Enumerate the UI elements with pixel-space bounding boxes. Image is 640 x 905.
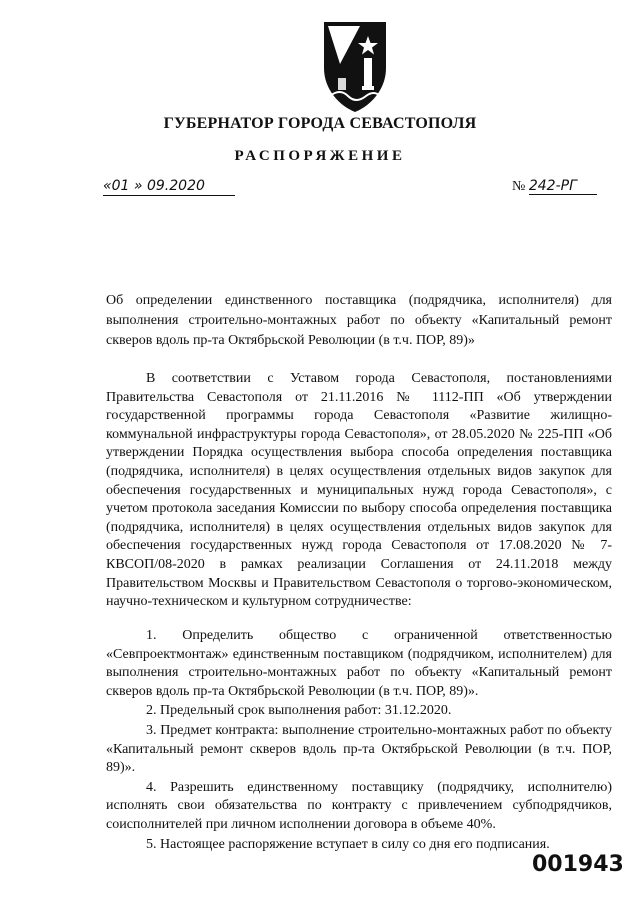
list-item: 2. Предельный срок выполнения работ: 31.12.2020.: [146, 703, 452, 719]
document-type: РАСПОРЯЖЕНИЕ: [234, 148, 406, 164]
ordered-items: [106, 627, 612, 854]
number-value: 242-РГ: [529, 178, 597, 195]
subject-paragraph: Об определении единственного поставщика (подрядчика, исполнителя) для выполнения строительно-монтажных работ по объекту «Капитальный ремонт скверов вдоль пр-та Октябрьской Революции (в т.ч. ПОР, 89)»: [106, 293, 612, 348]
document-date: «01 » 09.2020: [103, 178, 235, 196]
serial-number: 001943: [532, 852, 624, 877]
preamble-paragraph: В соответствии с Уставом города Севастополя, постановлениями Правительства Севастополя от 21.11.2016 № 1112-ПП «Об утверждении государственной программы города Севастополя «Развитие жилищно-коммунальной инфраструктуры города Севастополя», от 28.05.2020 № 225-ПП «Об утверждении Порядка осуществления выбора способа определения поставщика (подрядчика, исполнителя) в целях осуществления отдельных видов закупок для обеспечения государственных и муниципальных нужд города Севастополя», с учетом протокола заседания Комиссии по выбору способа определения поставщика (подрядчика, исполнителя) в целях осуществления отдельных видов закупок для обеспечения государственных нужд города Севастополя от 17.08.2020 № 7-КВСОП/08-2020 в рамках реализации Соглашения от 24.11.2018 между Правительством Москвы и Правительством Севастополя о торгово-экономическом, научно-техническом и культурном сотрудничестве:: [106, 371, 612, 610]
coat-of-arms-icon: [320, 18, 390, 116]
list-item: 1. Определить общество с ограниченной ответственностью «Севпроектмонтаж» единственным поставщиком (подрядчиком, исполнителем) для выполнения строительно-монтажных работ по объекту «Капитальный ремонт скверов вдоль пр-та Октябрьской Революции (в т.ч. ПОР, 89)».: [106, 628, 612, 699]
list-item: 5. Настоящее распоряжение вступает в силу со дня его подписания.: [146, 836, 550, 852]
list-item: 3. Предмет контракта: выполнение строительно-монтажных работ по объекту «Капитальный ремонт скверов вдоль пр-та Октябрьской Революции (в т.ч. ПОР, 89)».: [106, 722, 612, 776]
list-item: 4. Разрешить единственному поставщику (подрядчику, исполнителю) исполнять свои обязательства по контракту с привлечением субподрядчиков, соисполнителей при личном исполнении договора в объеме 40%.: [106, 779, 612, 832]
number-prefix: №: [512, 179, 526, 194]
issuer-title: ГУБЕРНАТОР ГОРОДА СЕВАСТОПОЛЯ: [163, 115, 477, 132]
document-number: [512, 178, 610, 195]
